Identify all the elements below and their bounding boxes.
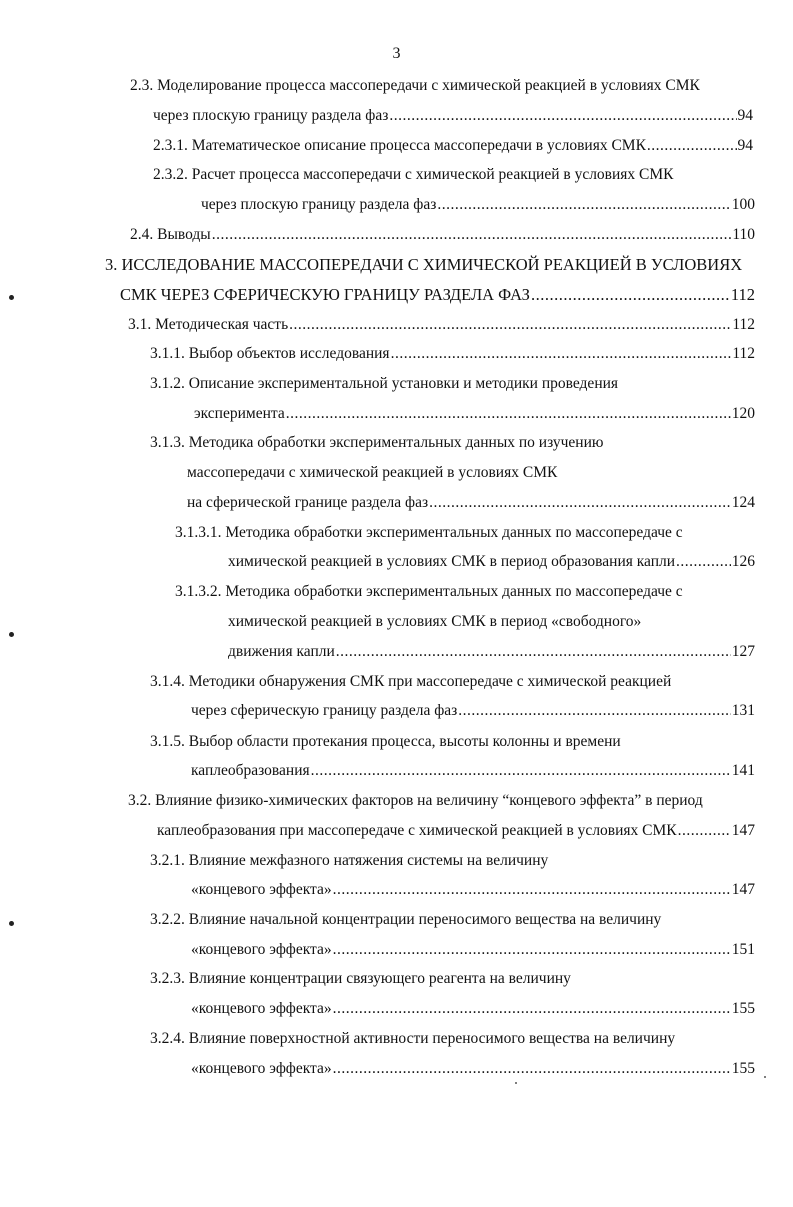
toc-entry-text: каплеобразования при массопередаче с химической реакцией в условиях СМК	[157, 822, 677, 839]
binding-hole-mark	[9, 921, 14, 926]
dot-leader	[678, 820, 731, 842]
toc-page-number: 155	[731, 1060, 755, 1077]
toc-entry-text: «концевого эффекта»	[191, 1060, 332, 1077]
toc-entry-text: 3.2.2. Влияние начальной концентрации переносимого вещества на величину	[150, 911, 662, 928]
binding-hole-mark	[9, 295, 14, 300]
toc-line	[201, 194, 755, 216]
toc-entry-text: СМК ЧЕРЕЗ СФЕРИЧЕСКУЮ ГРАНИЦУ РАЗДЕЛА ФАЗ	[120, 285, 530, 304]
dot-leader	[311, 760, 731, 782]
toc-entry-text: 3.1.3.2. Методика обработки экспериментальных данных по массопередаче с	[175, 583, 683, 600]
toc-line	[150, 671, 671, 693]
dot-leader	[676, 551, 731, 573]
dot-leader	[429, 492, 731, 514]
toc-line	[228, 641, 755, 663]
toc-line	[153, 105, 753, 127]
toc-entry-text: эксперимента	[194, 405, 285, 422]
dot-leader	[333, 998, 731, 1020]
toc-page-number: 131	[731, 702, 755, 719]
toc-page-number: 155	[731, 1000, 755, 1017]
toc-line	[130, 75, 700, 97]
toc-page-number: 100	[731, 196, 755, 213]
toc-line	[191, 998, 755, 1020]
toc-entry-text: 3. ИССЛЕДОВАНИЕ МАССОПЕРЕДАЧИ С ХИМИЧЕСКОЙ РЕАКЦИЕЙ В УСЛОВИЯХ	[105, 255, 743, 274]
toc-line	[191, 1058, 755, 1080]
toc-entry-text: движения капли	[228, 643, 335, 660]
toc-entry-text: 3.2.3. Влияние концентрации связующего реагента на величину	[150, 970, 571, 987]
toc-line	[128, 314, 755, 336]
toc-line	[175, 522, 683, 544]
toc-line	[150, 343, 755, 365]
toc-line	[150, 850, 548, 872]
toc-line	[153, 164, 674, 186]
dot-leader	[333, 939, 731, 961]
toc-entry-text: 3.2.1. Влияние межфазного натяжения системы на величину	[150, 852, 549, 869]
toc-line	[128, 790, 703, 812]
toc-line	[191, 760, 755, 782]
toc-line	[191, 879, 755, 901]
toc-line	[187, 462, 557, 484]
toc-line	[150, 731, 621, 753]
toc-entry-text: 2.4. Выводы	[130, 226, 211, 243]
toc-page-number: 151	[731, 941, 755, 958]
toc-entry-text: 3.1. Методическая часть	[128, 316, 289, 333]
toc-entry-text: массопередачи с химической реакцией в условиях СМК	[187, 464, 558, 481]
toc-line	[187, 492, 755, 514]
toc-line	[150, 909, 661, 931]
toc-page-number: 112	[732, 345, 755, 362]
toc-entry-text: химической реакцией в условиях СМК в период образования капли	[228, 553, 676, 570]
toc-entry-text: 2.3.2. Расчет процесса массопередачи с химической реакцией в условиях СМК	[153, 166, 674, 183]
toc-page-number: 112	[730, 285, 755, 304]
toc-entry-text: 2.3. Моделирование процесса массопередачи с химической реакцией в условиях СМК	[130, 77, 700, 94]
toc-entry-text: химической реакцией в условиях СМК в период «свободного»	[228, 613, 642, 630]
toc-line	[153, 135, 753, 157]
toc-entry-text: 3.2. Влияние физико-химических факторов на величину “концевого эффекта” в период	[128, 792, 703, 809]
toc-line	[194, 403, 755, 425]
dot-leader	[437, 194, 730, 216]
toc-line	[228, 551, 755, 573]
dot-leader	[336, 641, 731, 663]
toc-entry-text: «концевого эффекта»	[191, 881, 332, 898]
dot-leader	[212, 224, 732, 246]
dot-leader	[458, 700, 730, 722]
dot-leader	[333, 1058, 731, 1080]
toc-page-number: 147	[731, 822, 755, 839]
dot-leader	[289, 314, 731, 336]
toc-entry-text: на сферической границе раздела фаз	[187, 494, 429, 511]
toc-line	[175, 581, 683, 603]
dot-leader	[333, 879, 731, 901]
toc-entry-text: 3.1.1. Выбор объектов исследования	[150, 345, 390, 362]
toc-entry-text: 3.1.5. Выбор области протекания процесса, высоты колонны и времени	[150, 733, 621, 750]
toc-line	[157, 820, 755, 842]
toc-line	[228, 611, 641, 633]
page-number: 3	[392, 45, 401, 62]
toc-line	[120, 284, 755, 306]
toc-entry-text: через плоскую границу раздела фаз	[201, 196, 437, 213]
toc-entry-text: 2.3.1. Математическое описание процесса массопередачи в условиях СМК	[153, 137, 646, 154]
dot-leader	[391, 343, 732, 365]
dot-leader	[286, 403, 731, 425]
binding-hole-mark	[9, 632, 14, 637]
toc-entry-text: «концевого эффекта»	[191, 1000, 332, 1017]
toc-entry-text: 3.2.4. Влияние поверхностной активности переносимого вещества на величину	[150, 1030, 676, 1047]
toc-entry-text: каплеобразования	[191, 762, 310, 779]
toc-line	[150, 1028, 675, 1050]
toc-page-number: 112	[732, 316, 755, 333]
toc-line	[150, 432, 603, 454]
toc-page-number: 110	[732, 226, 755, 243]
toc-line	[150, 373, 618, 395]
toc-page-number: 127	[731, 643, 755, 660]
toc-line	[150, 968, 571, 990]
toc-page-number: 141	[731, 762, 755, 779]
toc-page-number: 147	[731, 881, 755, 898]
toc-line	[105, 254, 742, 276]
toc-entry-text: 3.1.2. Описание экспериментальной установки и методики проведения	[150, 375, 619, 392]
toc-page-number: 120	[731, 405, 755, 422]
toc-entry-text: 3.1.3. Методика обработки экспериментальных данных по изучению	[150, 434, 604, 451]
toc-entry-text: «концевого эффекта»	[191, 941, 332, 958]
dot-leader	[531, 284, 730, 306]
toc-entry-text: 3.1.4. Методики обнаружения СМК при массопередаче с химической реакцией	[150, 673, 672, 690]
toc-page-number: 126	[731, 553, 755, 570]
scan-speck	[764, 1076, 766, 1078]
toc-entry-text: через плоскую границу раздела фаз	[153, 107, 389, 124]
toc-page-number: 124	[731, 494, 755, 511]
toc-entry-text: через сферическую границу раздела фаз	[191, 702, 458, 719]
toc-line	[191, 700, 755, 722]
toc-page-number: 94	[737, 107, 753, 124]
dot-leader	[647, 135, 737, 157]
toc-page-number: 94	[737, 137, 753, 154]
toc-line	[130, 224, 755, 246]
scan-speck	[515, 1082, 517, 1084]
dot-leader	[389, 105, 736, 127]
toc-line	[191, 939, 755, 961]
toc-entry-text: 3.1.3.1. Методика обработки экспериментальных данных по массопередаче с	[175, 524, 683, 541]
